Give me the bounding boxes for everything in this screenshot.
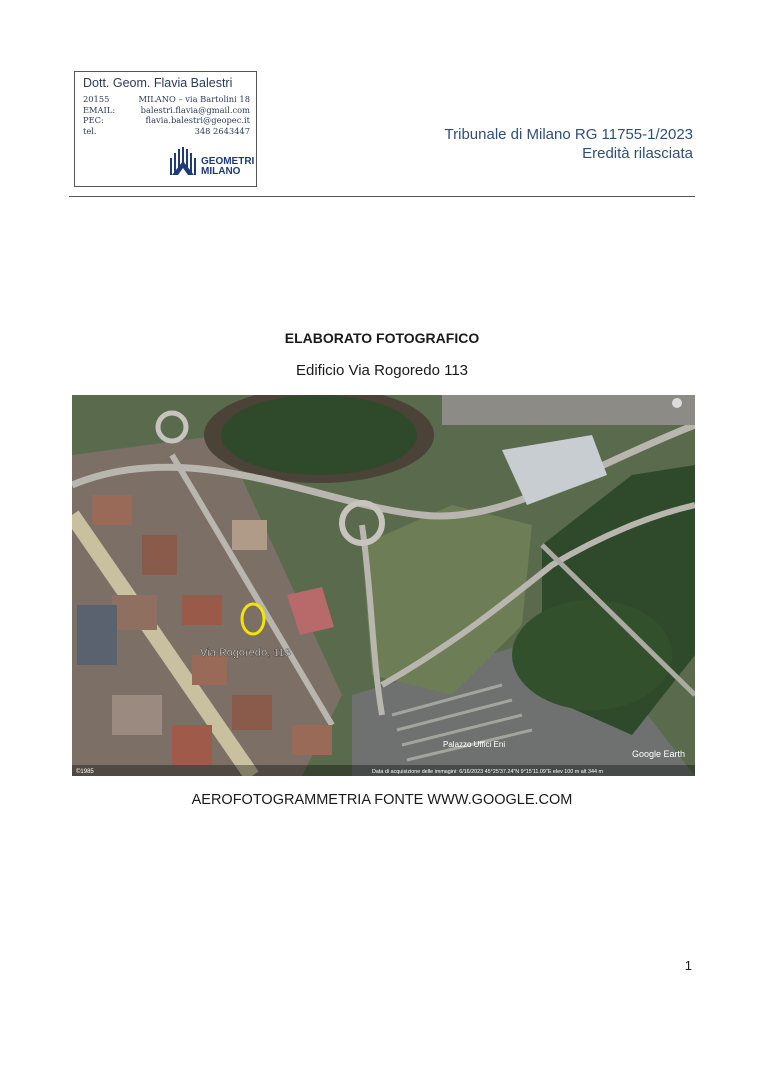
case-reference [445,125,693,163]
page-number: 1 [684,958,692,973]
professional-stamp [74,71,257,187]
document-subtitle: Edificio Via Rogoredo 113 [295,362,469,379]
map-street-label: Via Rogoredo, 113 [200,647,291,659]
stamp-row-value: flavia.balestri@geopec.it [145,115,250,126]
geometri-logo-icon [169,146,199,176]
stamp-row-value: MILANO – via Bartolini 18 [138,94,250,104]
stamp-tel-row [83,126,250,137]
stamp-pec-row [83,115,250,126]
case-reference-line-1: Tribunale di Milano RG 11755-1/2023 [444,126,693,143]
map-acquisition-info: Data di acquisizione delle immagini: 6/16/2023 45°25'37.24"N 9°15'11.09"E elev 100 m alt 344 m [372,769,603,775]
stamp-email-row [83,105,250,116]
stamp-row-key: 20155 [83,94,110,104]
header-divider [69,196,695,197]
case-reference-line-2: Eredità rilasciata [582,145,693,162]
stamp-row-key: PEC: [83,115,104,126]
document-title: ELABORATO FOTOGRAFICO [284,330,480,346]
map-brand: Google Earth [632,749,686,759]
map-poi-label: Palazzo Uffici Eni [443,740,506,749]
stamp-row-value: 348 2643447 [194,125,250,136]
map-copyright: ©1985 [76,769,94,775]
logo-line-2: MILANO [201,165,241,177]
stamp-address-row [83,94,250,105]
stamp-row-key: EMAIL: [83,104,116,115]
aerial-photo [72,395,695,776]
logo-line-1: GEOMETRI [201,156,255,167]
photo-caption: AEROFOTOGRAMMETRIA FONTE WWW.GOOGLE.COM [191,792,573,808]
stamp-row-value: balestri.flavia@gmail.com [140,104,250,115]
stamp-row-key: tel. [83,125,97,136]
stamp-name: Dott. Geom. Flavia Balestri [83,76,233,90]
geometri-milano-logo [169,146,254,176]
compass-icon [672,398,682,408]
